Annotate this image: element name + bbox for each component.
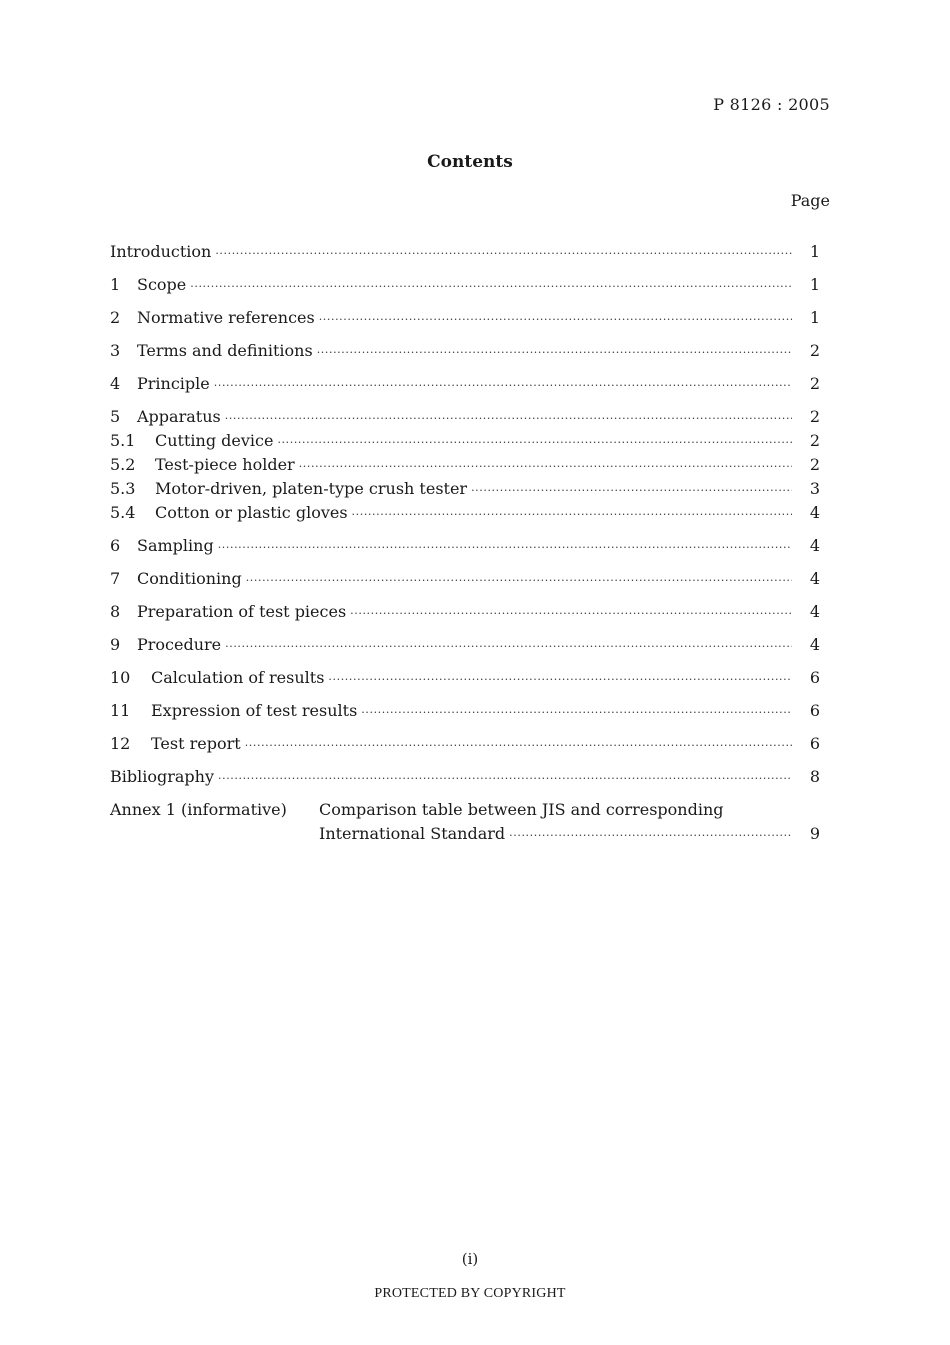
toc-entry-preparation[interactable]	[110, 600, 820, 624]
leader-dots	[317, 339, 792, 363]
leader-dots	[225, 633, 792, 657]
toc-entry-page: 9	[809, 824, 820, 843]
toc-entry-number: 5	[110, 407, 121, 426]
toc-entry-page: 6	[809, 701, 820, 720]
toc-entry-label: Preparation of test pieces	[137, 602, 347, 621]
toc-entry-procedure[interactable]	[110, 633, 820, 657]
toc-entry-page: 2	[809, 407, 820, 426]
leader-dots	[215, 240, 792, 264]
leader-dots	[361, 699, 792, 723]
leader-dots	[214, 372, 792, 396]
toc-entry-label: Terms and definitions	[137, 341, 313, 360]
toc-entry-page: 2	[809, 455, 820, 474]
toc-entry-expression[interactable]	[110, 699, 820, 723]
toc-entry-number: 11	[110, 701, 131, 720]
toc-entry-introduction[interactable]	[110, 240, 820, 264]
leader-dots	[471, 477, 792, 501]
toc-entry-number: 5.4	[110, 503, 136, 522]
leader-dots	[509, 822, 792, 846]
leader-dots	[218, 534, 792, 558]
toc-entry-label: Principle	[137, 374, 210, 393]
toc-entry-bibliography[interactable]	[110, 765, 820, 789]
toc-entry-label: Motor-driven, platen-type crush tester	[155, 479, 468, 498]
leader-dots	[218, 765, 792, 789]
toc-entry-page: 4	[809, 602, 820, 621]
annex-title-line1: Comparison table between JIS and corresponding	[319, 800, 724, 819]
toc-entry-test-report[interactable]	[110, 732, 820, 756]
toc-entry-number: 5.3	[110, 479, 136, 498]
leader-dots	[190, 273, 792, 297]
toc-entry-page: 4	[809, 536, 820, 555]
toc-entry-label: Test-piece holder	[155, 455, 295, 474]
toc-entry-apparatus[interactable]	[110, 405, 820, 429]
toc-entry-cutting-device[interactable]	[110, 429, 820, 453]
toc-entry-number: 1	[110, 275, 121, 294]
toc-entry-label: Procedure	[137, 635, 222, 654]
toc-entry-conditioning[interactable]	[110, 567, 820, 591]
toc-entry-terms-and-definitions[interactable]	[110, 339, 820, 363]
toc-entry-page: 2	[809, 341, 820, 360]
toc-entry-label: Cotton or plastic gloves	[155, 503, 348, 522]
toc-entry-number: 3	[110, 341, 121, 360]
leader-dots	[225, 405, 792, 429]
leader-dots	[245, 732, 792, 756]
toc-entry-page: 4	[809, 569, 820, 588]
copyright-notice: PROTECTED BY COPYRIGHT	[374, 1286, 566, 1301]
toc-entry-number: 5.1	[110, 431, 136, 450]
toc-entry-number: 6	[110, 536, 121, 555]
toc-entry-sampling[interactable]	[110, 534, 820, 558]
toc-entry-scope[interactable]	[110, 273, 820, 297]
toc-entry-page: 4	[809, 635, 820, 654]
toc-entry-page: 1	[809, 308, 820, 327]
toc-entry-page: 6	[809, 734, 820, 753]
toc-entry-page: 8	[809, 767, 820, 786]
leader-dots	[299, 453, 792, 477]
toc-entry-label: Conditioning	[137, 569, 242, 588]
toc-entry-page: 2	[809, 431, 820, 450]
toc-entry-test-piece-holder[interactable]	[110, 453, 820, 477]
toc-entry-number: 7	[110, 569, 121, 588]
toc-entry-calculation[interactable]	[110, 666, 820, 690]
toc-entry-number: 2	[110, 308, 121, 327]
toc-entry-label: Expression of test results	[151, 701, 358, 720]
leader-dots	[328, 666, 792, 690]
contents-title: Contents	[427, 152, 513, 172]
toc-entry-number: 10	[110, 668, 131, 687]
toc-entry-gloves[interactable]	[110, 501, 820, 525]
toc-entry-page: 1	[809, 275, 820, 294]
leader-dots	[246, 567, 792, 591]
toc-entry-page: 6	[809, 668, 820, 687]
toc-entry-normative-references[interactable]	[110, 306, 820, 330]
toc-entry-label: Test report	[151, 734, 241, 753]
toc-entry-label: Scope	[137, 275, 187, 294]
toc-entry-number: 4	[110, 374, 121, 393]
toc-entry-label: Calculation of results	[151, 668, 325, 687]
document-code: P 8126 : 2005	[713, 95, 830, 114]
table-of-contents	[110, 240, 820, 846]
toc-entry-label: Sampling	[137, 536, 214, 555]
toc-entry-page: 4	[809, 503, 820, 522]
toc-entry-page: 1	[809, 242, 820, 261]
page-column-label: Page	[790, 191, 830, 210]
toc-entry-label: Normative references	[137, 308, 315, 327]
toc-entry-label: Bibliography	[110, 767, 214, 786]
toc-entry-number: 5.2	[110, 455, 136, 474]
leader-dots	[352, 501, 792, 525]
toc-entry-crush-tester[interactable]	[110, 477, 820, 501]
page-number: (i)	[461, 1250, 479, 1268]
leader-dots	[319, 306, 792, 330]
toc-entry-annex-1[interactable]	[110, 798, 820, 846]
leader-dots	[277, 429, 792, 453]
leader-dots	[350, 600, 792, 624]
toc-entry-label: Introduction	[110, 242, 212, 261]
toc-entry-page: 2	[809, 374, 820, 393]
annex-title-line2: International Standard	[319, 824, 506, 843]
toc-entry-number: 9	[110, 635, 121, 654]
toc-entry-label: Apparatus	[137, 407, 221, 426]
toc-entry-number: 8	[110, 602, 121, 621]
annex-prefix: Annex 1 (informative)	[110, 800, 287, 819]
toc-entry-page: 3	[809, 479, 820, 498]
toc-entry-number: 12	[110, 734, 131, 753]
toc-entry-label: Cutting device	[155, 431, 274, 450]
toc-entry-principle[interactable]	[110, 372, 820, 396]
